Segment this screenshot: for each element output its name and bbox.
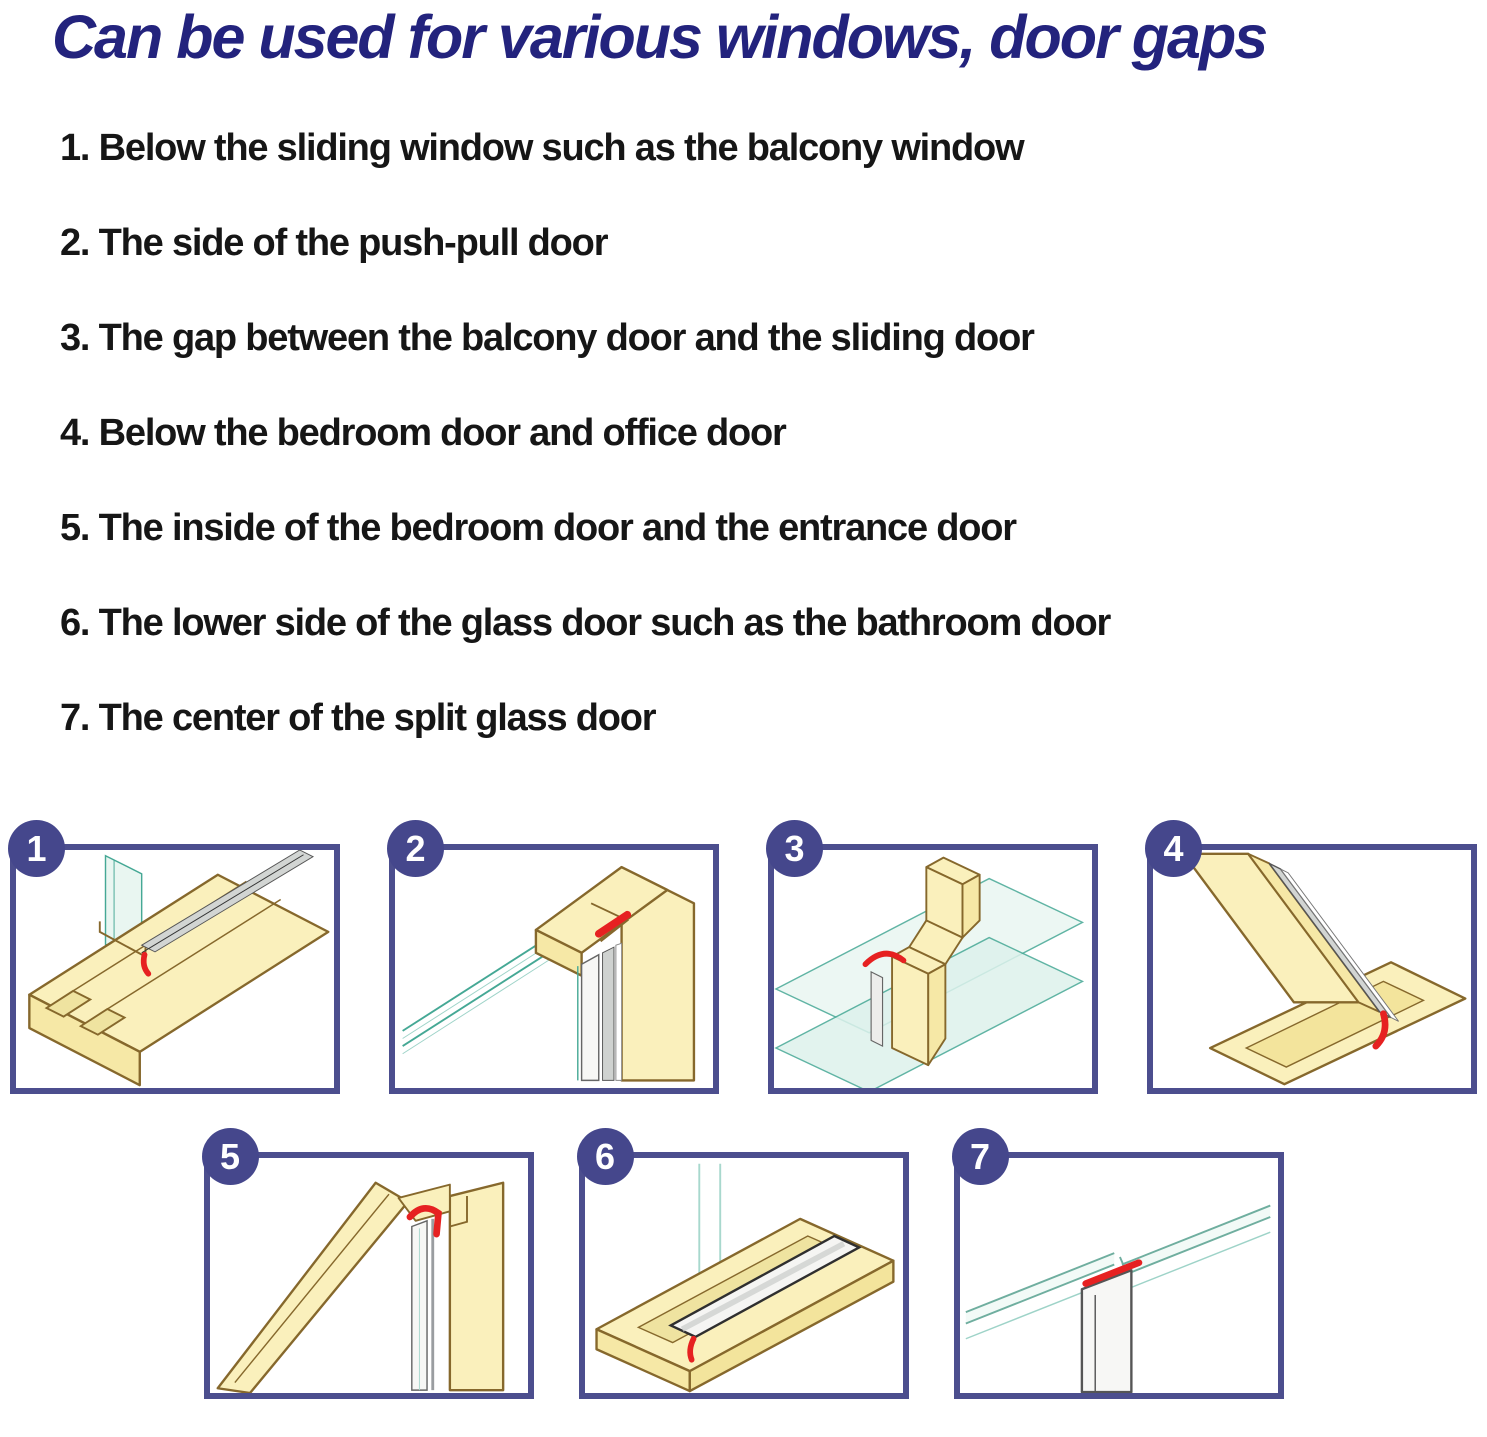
illustration-row-top xyxy=(0,827,1487,1094)
panel-split-glass-door-center xyxy=(954,1135,1284,1399)
list-item-6: 6. The lower side of the glass door such as the bathroom door xyxy=(60,602,1111,645)
panel-number-badge: 4 xyxy=(1145,820,1202,877)
list-item-1: 1. Below the sliding window such as the balcony window xyxy=(60,127,1024,170)
illustration-bedroom-office-door-bottom xyxy=(1153,850,1471,1088)
panel-balcony-sliding-door-gap xyxy=(768,827,1098,1094)
illustration-balcony-sliding-door-gap xyxy=(774,850,1092,1088)
list-item-5: 5. The inside of the bedroom door and the entrance door xyxy=(60,507,1016,550)
illustration-sliding-window-track xyxy=(16,850,334,1088)
illustration-split-glass-door-center xyxy=(960,1158,1278,1393)
list-item-4: 4. Below the bedroom door and office door xyxy=(60,412,786,455)
panel-number-badge: 1 xyxy=(8,820,65,877)
panel-bedroom-entrance-door-inside xyxy=(204,1135,534,1399)
panel-number-badge: 5 xyxy=(202,1128,259,1185)
panel-push-pull-door-side xyxy=(389,827,719,1094)
list-item-3: 3. The gap between the balcony door and the sliding door xyxy=(60,317,1034,360)
illustration-push-pull-door-side xyxy=(395,850,713,1088)
use-case-list xyxy=(60,127,1487,740)
panel-number-badge: 6 xyxy=(577,1128,634,1185)
illustration-glass-door-lower-side xyxy=(585,1158,903,1393)
list-item-7: 7. The center of the split glass door xyxy=(60,697,656,740)
page-title: Can be used for various windows, door gaps xyxy=(52,3,1267,71)
panel-number-badge: 7 xyxy=(952,1128,1009,1185)
list-item-2: 2. The side of the push-pull door xyxy=(60,222,608,265)
panel-number-badge: 2 xyxy=(387,820,444,877)
panel-sliding-window-track xyxy=(10,827,340,1094)
panel-bedroom-office-door-bottom xyxy=(1147,827,1477,1094)
panel-glass-door-lower-side xyxy=(579,1135,909,1399)
panel-number-badge: 3 xyxy=(766,820,823,877)
illustration-row-bottom xyxy=(0,1135,1487,1399)
illustration-bedroom-entrance-door-inside xyxy=(210,1158,528,1393)
